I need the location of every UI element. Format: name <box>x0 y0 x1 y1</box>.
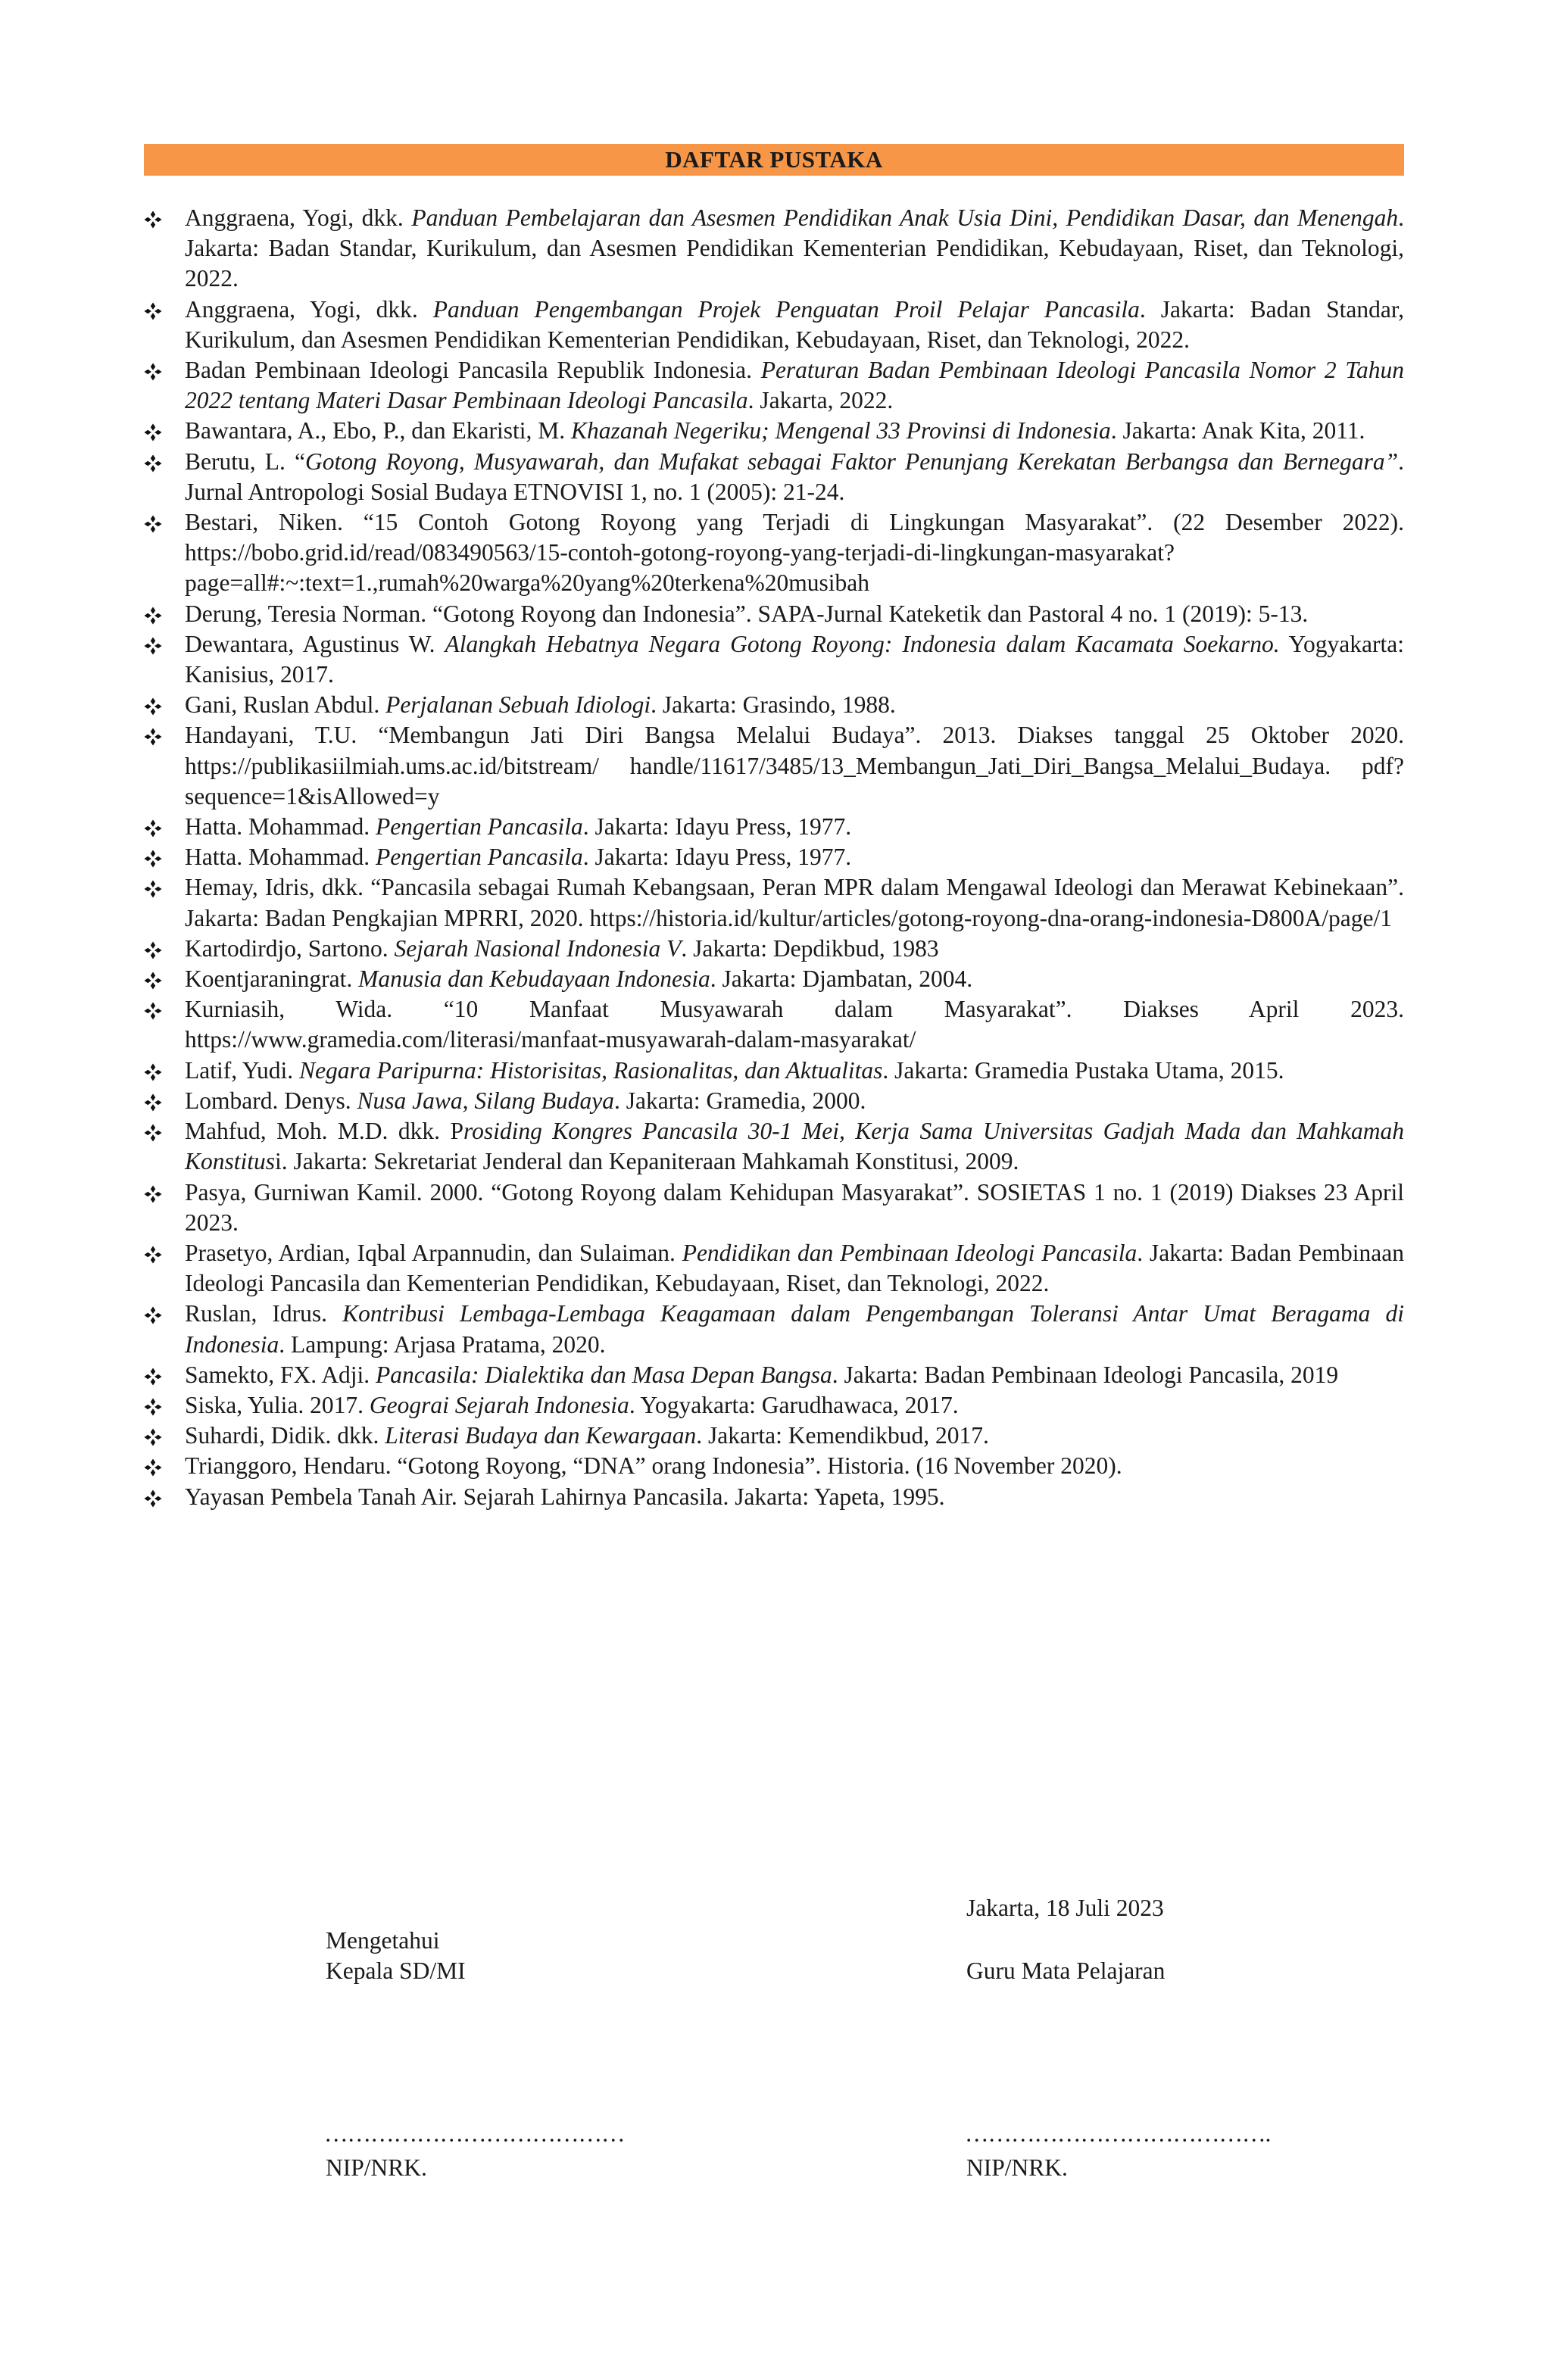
reference-title-italic: Sejarah Nasional Indonesia V <box>394 934 682 962</box>
reference-text: Anggraena, Yogi, dkk. <box>185 204 412 231</box>
diamond-bullet-icon <box>144 872 167 903</box>
reference-title-italic: Panduan Pengembangan Projek Penguatan Proil Pelajar Pancasila <box>432 295 1140 323</box>
reference-text: Pasya, Gurniwan Kamil. 2000. “Gotong Royong dalam Kehidupan Masyarakat”. SOSIETAS 1 no. 1 (2019) Diakses 23 April 2023. <box>185 1178 1404 1236</box>
reference-item <box>185 1178 1404 1238</box>
reference-text: Koentjaraningrat. <box>185 965 359 993</box>
reference-text: i. Jakarta: Sekretariat Jenderal dan Kepaniteraan Mahkamah Konstitusi, 2009. <box>275 1148 1019 1175</box>
reference-text: . Jurnal Antropologi Sosial Budaya ETNOVISI 1, no. 1 (2005): 21-24. <box>185 448 1404 505</box>
reference-text: Prasetyo, Ardian, Iqbal Arpannudin, dan Sulaiman. <box>185 1239 682 1266</box>
diamond-bullet-icon <box>144 1056 167 1086</box>
reference-title-italic: Negara Paripurna: Historisitas, Rasionalitas, dan Aktualitas <box>299 1056 883 1084</box>
diamond-bullet-icon <box>144 1299 167 1329</box>
reference-text: . Jakarta: Badan Standar, Kurikulum, dan Asesmen Pendidikan Kementerian Pendidikan, Kebudayaan, Riset, dan Teknologi, 2022. <box>185 204 1404 292</box>
diamond-bullet-icon <box>144 447 167 477</box>
reference-text: . Jakarta: Idayu Press, 1977. <box>582 844 852 871</box>
reference-item <box>185 295 1404 355</box>
reference-title-italic: Gotong Royong, Musyawarah, dan Mufakat sebagai Faktor Penunjang Kerekatan Berbangsa dan Bernegara” <box>305 448 1399 475</box>
reference-title-italic: rosiding Kongres Pancasila 30-1 Mei, Kerja Sama Universitas Gadjah Mada dan Mahkamah Konstitus <box>185 1118 1405 1175</box>
reference-title-italic: Panduan Pembelajaran dan Asesmen Pendidikan Anak Usia Dini, Pendidikan Dasar, dan Menengah <box>411 204 1399 231</box>
diamond-bullet-icon <box>144 690 167 720</box>
reference-text: Lombard. Denys. <box>185 1087 357 1114</box>
reference-item <box>185 1360 1404 1390</box>
diamond-bullet-icon <box>144 1178 167 1208</box>
reference-item <box>185 1086 1404 1116</box>
signature-principal-title: Kepala SD/MI <box>326 1957 466 1984</box>
diamond-bullet-icon <box>144 1482 167 1512</box>
diamond-bullet-icon <box>144 812 167 842</box>
reference-list <box>185 203 1404 1512</box>
reference-text: Hemay, Idris, dkk. “Pancasila sebagai Rumah Kebangsaan, Peran MPR dalam Mengawal Ideologi dan Merawat Kebinekaan”. Jakarta: Badan Pengkajian MPRRI, 2020. https://historia.id/kultur/articles/gotong-royong-dna-orang-indonesia-D800A/page/1 <box>185 874 1404 931</box>
reference-item <box>185 1451 1404 1481</box>
reference-text: Hatta. Mohammad. <box>185 844 376 871</box>
reference-text: . Jakarta: Gramedia, 2000. <box>613 1087 866 1114</box>
signature-place-date: Jakarta, 18 Juli 2023 <box>966 1895 1164 1921</box>
reference-title-italic: Peraturan Badan Pembinaan Ideologi Pancasila Nomor 2 Tahun 2022 tentang Materi Dasar Pembinaan Ideologi Pancasila <box>185 357 1405 414</box>
reference-text: . Jakarta: Gramedia Pustaka Utama, 2015. <box>882 1056 1284 1084</box>
diamond-bullet-icon <box>144 599 167 629</box>
reference-title-italic: Geograi Sejarah Indonesia <box>369 1391 629 1418</box>
reference-text: Kurniasih, Wida. “10 Manfaat Musyawarah dalam Masyarakat”. Diakses April 2023. https://www.gramedia.com/literasi/manfaat-musyawarah-dalam-masyarakat/ <box>185 996 1404 1053</box>
reference-title-italic: Khazanah Negeriku; Mengenal 33 Provinsi di Indonesia <box>571 417 1111 444</box>
reference-item <box>185 203 1404 295</box>
diamond-bullet-icon <box>144 1421 167 1451</box>
reference-text: Bestari, Niken. “15 Contoh Gotong Royong yang Terjadi di Lingkungan Masyarakat”. (22 Desember 2022). https://bobo.grid.id/read/083490563/15-contoh-gotong-royong-yang-terjadi-di-lingkungan-masyarakat?page=all#:~:text=1.,rumah%20warga%20yang%20terkena%20musibah <box>185 509 1404 597</box>
reference-text: Latif, Yudi. <box>185 1056 300 1084</box>
reference-item <box>185 1116 1404 1177</box>
signature-line-left: ………………………………… <box>324 2120 625 2147</box>
reference-item <box>185 1421 1404 1451</box>
reference-item <box>185 934 1404 964</box>
reference-title-italic: Pendidikan dan Pembinaan Ideologi Pancasila <box>682 1239 1138 1266</box>
reference-text: . Jakarta: Kemendikbud, 2017. <box>696 1422 989 1449</box>
reference-text: Samekto, FX. Adji. <box>185 1361 376 1388</box>
reference-title-italic: Pengertian Pancasila <box>375 844 583 871</box>
diamond-bullet-icon <box>144 1086 167 1116</box>
diamond-bullet-icon <box>144 1390 167 1421</box>
reference-item <box>185 1390 1404 1421</box>
reference-text: . Yogyakarta: Garudhawaca, 2017. <box>629 1391 959 1418</box>
reference-item <box>185 842 1404 872</box>
diamond-bullet-icon <box>144 295 167 325</box>
reference-text: Handayani, T.U. “Membangun Jati Diri Bangsa Melalui Budaya”. 2013. Diakses tanggal 25 Oktober 2020. https://publikasiilmiah.ums.ac.id/bitstream/ handle/11617/3485/13_Membangun_Jati_Diri_Bangsa_Melalui_Budaya. pdf? sequence=1&isAllowed=y <box>185 722 1404 809</box>
diamond-bullet-icon <box>144 355 167 385</box>
reference-text: Yayasan Pembela Tanah Air. Sejarah Lahirnya Pancasila. Jakarta: Yapeta, 1995. <box>185 1483 945 1510</box>
reference-title-italic: Perjalanan Sebuah Idiologi <box>385 691 651 719</box>
reference-item <box>185 447 1404 507</box>
diamond-bullet-icon <box>144 1116 167 1146</box>
reference-text: . Jakarta: Badan Standar, Kurikulum, dan Asesmen Pendidikan Kementerian Pendidikan, Kebudayaan, Riset, dan Teknologi, 2022. <box>185 295 1404 353</box>
reference-item <box>185 872 1404 933</box>
diamond-bullet-icon <box>144 507 167 538</box>
reference-text: Trianggoro, Hendaru. “Gotong Royong, “DNA” orang Indonesia”. Historia. (16 November 2020). <box>185 1452 1122 1480</box>
reference-text: Berutu, L. “ <box>185 448 306 475</box>
reference-title-italic: Pancasila: Dialektika dan Masa Depan Bangsa <box>376 1361 832 1388</box>
reference-item <box>185 720 1404 812</box>
reference-title-italic: Nusa Jawa, Silang Budaya <box>357 1087 614 1114</box>
reference-item <box>185 355 1404 416</box>
diamond-bullet-icon <box>144 1360 167 1390</box>
reference-item <box>185 599 1404 629</box>
diamond-bullet-icon <box>144 629 167 660</box>
reference-text: . Jakarta, 2022. <box>747 387 894 414</box>
reference-text: Ruslan, Idrus. <box>185 1300 343 1327</box>
reference-text: Hatta. Mohammad. <box>185 813 376 841</box>
diamond-bullet-icon <box>144 720 167 750</box>
diamond-bullet-icon <box>144 416 167 446</box>
reference-title-italic: Kontribusi Lembaga-Lembaga Keagamaan dalam Pengembangan Toleransi Antar Umat Beragama di Indonesia <box>185 1300 1404 1358</box>
reference-item <box>185 690 1404 720</box>
reference-item <box>185 1299 1404 1359</box>
signature-line-right: …………………………………. <box>965 2120 1271 2147</box>
reference-item <box>185 994 1404 1055</box>
reference-item <box>185 1482 1404 1512</box>
signature-nip-right: NIP/NRK. <box>966 2154 1068 2181</box>
section-title: DAFTAR PUSTAKA <box>665 146 883 173</box>
reference-text: . Jakarta: Anak Kita, 2011. <box>1110 417 1365 444</box>
reference-text: Siska, Yulia. 2017. <box>185 1391 370 1418</box>
reference-text: . Jakarta: Idayu Press, 1977. <box>582 813 852 841</box>
diamond-bullet-icon <box>144 964 167 994</box>
reference-item <box>185 812 1404 842</box>
reference-title-italic: Manusia dan Kebudayaan Indonesia <box>358 965 710 993</box>
reference-item <box>185 1238 1404 1299</box>
diamond-bullet-icon <box>144 1238 167 1268</box>
reference-text: Mahfud, Moh. M.D. dkk. P <box>185 1118 463 1145</box>
reference-text: . Jakarta: Badan Pembinaan Ideologi Pancasila dan Kementerian Pendidikan, Kebudayaan, Riset, dan Teknologi, 2022. <box>185 1239 1405 1297</box>
reference-text: Badan Pembinaan Ideologi Pancasila Republik Indonesia. <box>185 357 761 384</box>
diamond-bullet-icon <box>144 934 167 964</box>
reference-title-italic: Literasi Budaya dan Kewargaan <box>385 1422 697 1449</box>
reference-item <box>185 964 1404 994</box>
signature-teacher-title: Guru Mata Pelajaran <box>966 1957 1166 1984</box>
reference-item <box>185 1056 1404 1086</box>
reference-text: . Jakarta: Grasindo, 1988. <box>651 691 896 719</box>
reference-item <box>185 629 1404 690</box>
reference-item <box>185 416 1404 446</box>
reference-text: Suhardi, Didik. dkk. <box>185 1422 385 1449</box>
section-header-bar <box>144 144 1404 176</box>
reference-text: Gani, Ruslan Abdul. <box>185 691 386 719</box>
diamond-bullet-icon <box>144 842 167 872</box>
diamond-bullet-icon <box>144 1451 167 1481</box>
signature-nip-left: NIP/NRK. <box>326 2154 427 2181</box>
reference-text: Yogyakarta: Kanisius, 2017. <box>185 630 1404 688</box>
reference-text: Derung, Teresia Norman. “Gotong Royong dan Indonesia”. SAPA-Jurnal Kateketik dan Pastoral 4 no. 1 (2019): 5-13. <box>185 600 1309 627</box>
reference-text: . Jakarta: Badan Pembinaan Ideologi Pancasila, 2019 <box>832 1361 1339 1388</box>
reference-text: Bawantara, A., Ebo, P., dan Ekaristi, M. <box>185 417 572 444</box>
reference-text: Anggraena, Yogi, dkk. <box>185 295 433 323</box>
signature-acknowledged-label: Mengetahui <box>326 1927 440 1954</box>
reference-title-italic: Pengertian Pancasila <box>375 813 583 841</box>
reference-item <box>185 507 1404 599</box>
reference-text: Dewantara, Agustinus W. <box>185 630 445 657</box>
reference-text: . Lampung: Arjasa Pratama, 2020. <box>279 1330 606 1358</box>
reference-text: . Jakarta: Depdikbud, 1983 <box>681 934 939 962</box>
reference-text: Kartodirdjo, Sartono. <box>185 934 395 962</box>
diamond-bullet-icon <box>144 203 167 233</box>
diamond-bullet-icon <box>144 994 167 1025</box>
reference-title-italic: Alangkah Hebatnya Negara Gotong Royong: Indonesia dalam Kacamata Soekarno. <box>445 630 1280 657</box>
reference-text: . Jakarta: Djambatan, 2004. <box>710 965 973 993</box>
